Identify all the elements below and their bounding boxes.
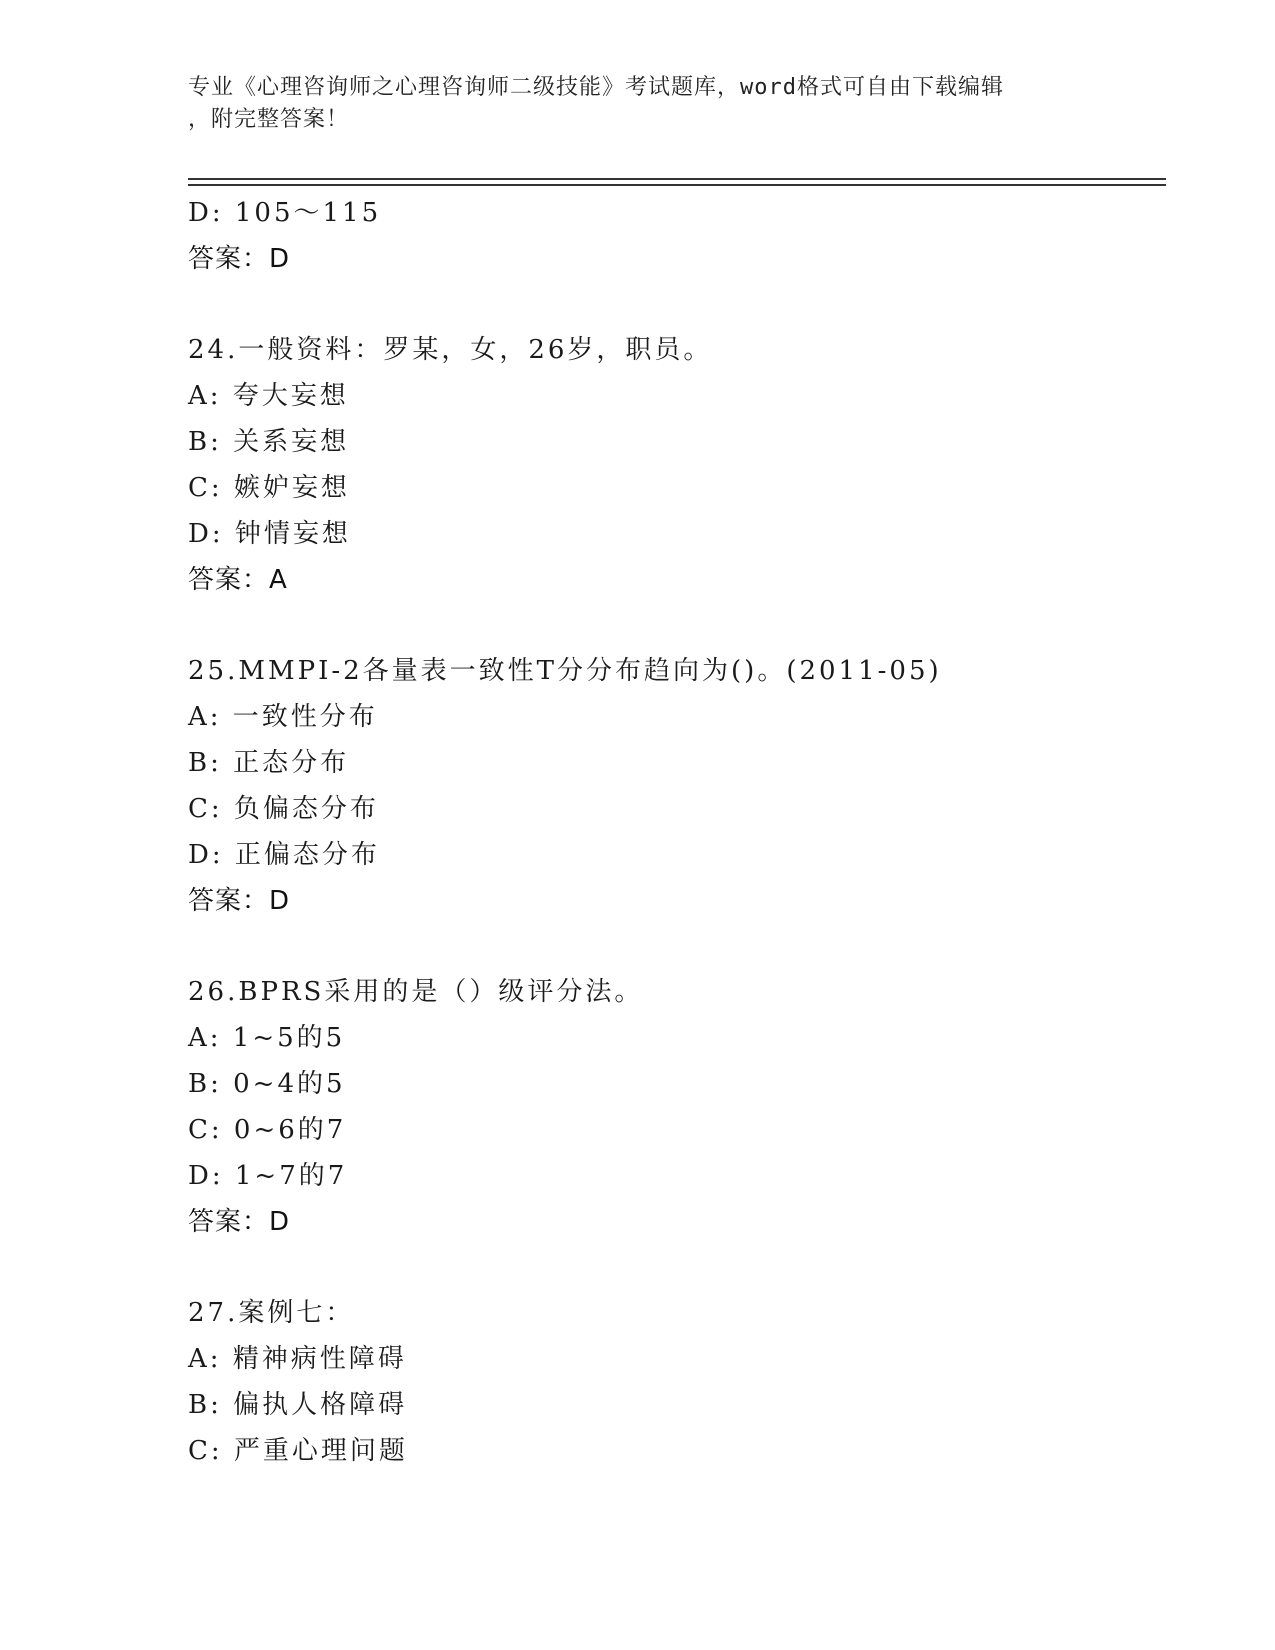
option-b: B: 正态分布	[188, 748, 350, 778]
header-line-1: 专业《心理咨询师之心理咨询师二级技能》考试题库，word格式可自由下载编辑	[188, 75, 1004, 100]
option-b: B: 0~4的5	[188, 1069, 346, 1099]
answer-line: 答案：D	[188, 244, 291, 274]
header-rule-top	[188, 178, 1166, 180]
question-stem: 25.MMPI-2各量表一致性T分分布趋向为()。(2011-05)	[188, 656, 942, 686]
option-b: B: 偏执人格障碍	[188, 1390, 408, 1420]
option-a: A: 1~5的5	[188, 1023, 346, 1053]
question-stem: 24.一般资料：罗某，女，26岁，职员。	[188, 335, 713, 365]
question-26	[188, 969, 1168, 1245]
option-d: D: 正偏态分布	[188, 840, 380, 870]
option-c: C: 嫉妒妄想	[188, 473, 350, 503]
option-d: D: 105～115	[188, 198, 382, 228]
header-line-2: ，附完整答案！	[188, 107, 350, 132]
header-rule-bottom	[188, 184, 1166, 186]
option-d: D: 钟情妄想	[188, 519, 351, 549]
question-25	[188, 648, 1168, 924]
option-a: A: 一致性分布	[188, 702, 378, 732]
answer-line: 答案：D	[188, 886, 291, 916]
document-header	[188, 72, 1088, 136]
question-24	[188, 327, 1168, 603]
answer-line: 答案：A	[188, 565, 288, 595]
answer-line: 答案：D	[188, 1207, 291, 1237]
option-d: D: 1~7的7	[188, 1161, 348, 1191]
option-a: A: 精神病性障碍	[188, 1344, 407, 1374]
option-b: B: 关系妄想	[188, 427, 350, 457]
question-stem: 27.案例七：	[188, 1298, 355, 1328]
question-list	[188, 190, 1168, 1474]
option-a: A: 夸大妄想	[188, 381, 349, 411]
question-stem: 26.BPRS采用的是（）级评分法。	[188, 977, 644, 1007]
question-27	[188, 1290, 1168, 1474]
option-c: C: 严重心理问题	[188, 1436, 408, 1466]
option-c: C: 负偏态分布	[188, 794, 379, 824]
option-c: C: 0~6的7	[188, 1115, 347, 1145]
